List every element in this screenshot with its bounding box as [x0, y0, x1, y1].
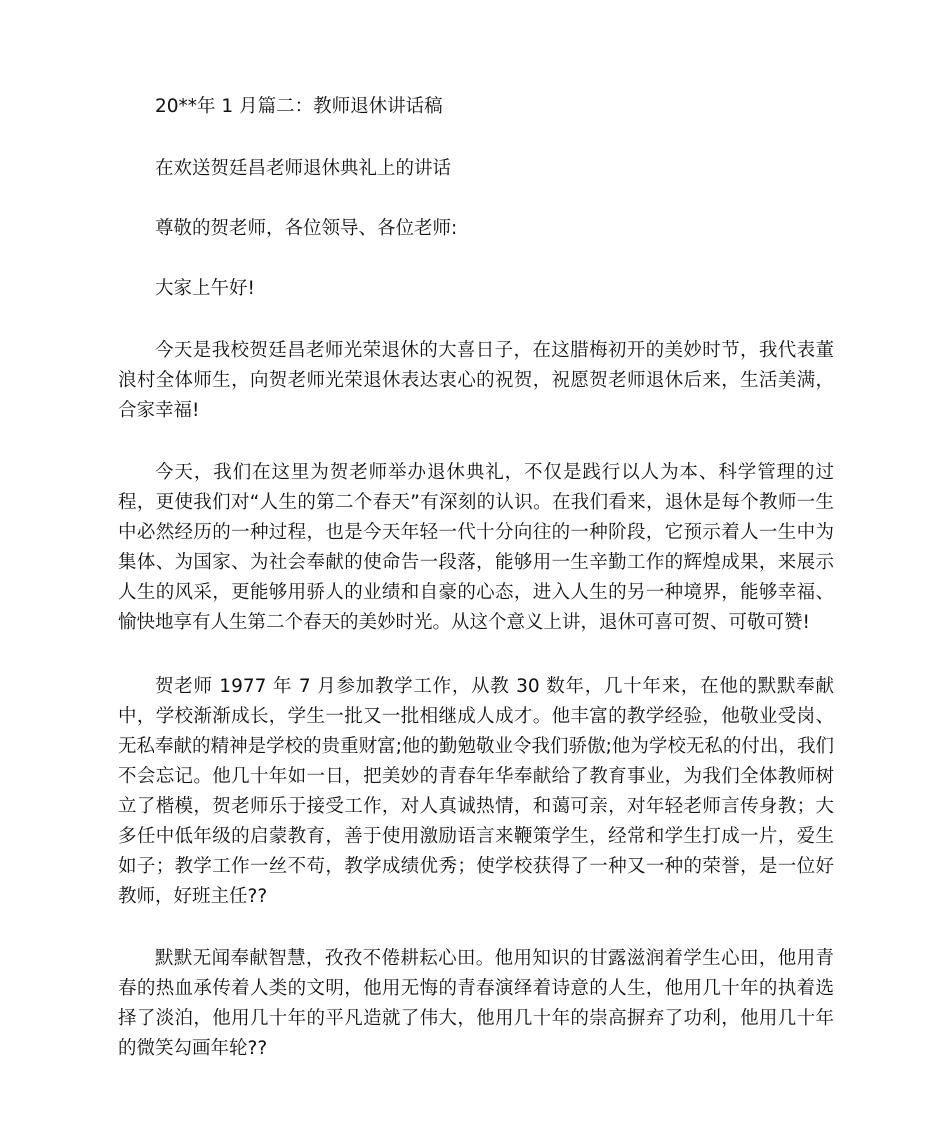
document-page	[118, 92, 834, 1064]
speech-title: 在欢送贺廷昌老师退休典礼上的讲话	[155, 158, 452, 179]
greeting: 大家上午好!	[155, 278, 255, 299]
salutation: 尊敬的贺老师，各位领导、各位老师:	[155, 218, 458, 239]
paragraph-career: 贺老师 1977 年 7 月参加教学工作，从教 30 数年，几十年来，在他的默默奉献中，学校渐渐成长，学生一批又一批相继成人成才。他丰富的教学经验，他敬业受岗、无私奉献的精神是学校的贵重财富;他的勤勉敬业令我们骄傲;他为学校无私的付出，我们不会忘记。他几十年如一日，把美妙的青春年华奉献给了教育事业，为我们全体教师树立了楷模，贺老师乐于接受工作，对人真诚热情，和蔼可亲，对年轻老师言传身教；大多任中低年级的启蒙教育，善于使用激励语言来鞭策学生，经常和学生打成一片，爱生如子；教学工作一丝不苟，教学成绩优秀；使学校获得了一种又一种的荣誉，是一位好教师，好班主任??	[118, 676, 834, 907]
paragraph-retirement-meaning: 今天，我们在这里为贺老师举办退休典礼，不仅是践行以人为本、科学管理的过程，更使我们对“人生的第二个春天”有深刻的认识。在我们看来，退休是每个教师一生中必然经历的一种过程，也是今天年轻一代十分向往的一种阶段，它预示着人一生中为集体、为国家、为社会奉献的使命告一段落，能够用一生辛勤工作的辉煌成果，来展示人生的风采，更能够用骄人的业绩和自豪的心态，进入人生的另一种境界，能够幸福、愉快地享有人生第二个春天的美妙时光。从这个意义上讲，退休可喜可贺、可敬可赞!	[118, 462, 834, 633]
heading-line: 20**年 1 月篇二：教师退休讲话稿	[155, 96, 443, 117]
paragraph-congratulations: 今天是我校贺廷昌老师光荣退休的大喜日子，在这腊梅初开的美妙时节，我代表董浪村全体师生，向贺老师光荣退休表达衷心的祝贺，祝愿贺老师退休后来，生活美满，合家幸福!	[118, 340, 834, 421]
paragraph-dedication: 默默无闻奉献智慧，孜孜不倦耕耘心田。他用知识的甘露滋润着学生心田，他用青春的热血承传着人类的文明，他用无悔的青春演绎着诗意的人生，他用几十年的执着选择了淡泊，他用几十年的平凡造就了伟大，他用几十年的崇高摒弃了功利，他用几十年的微笑勾画年轮??	[118, 948, 834, 1059]
